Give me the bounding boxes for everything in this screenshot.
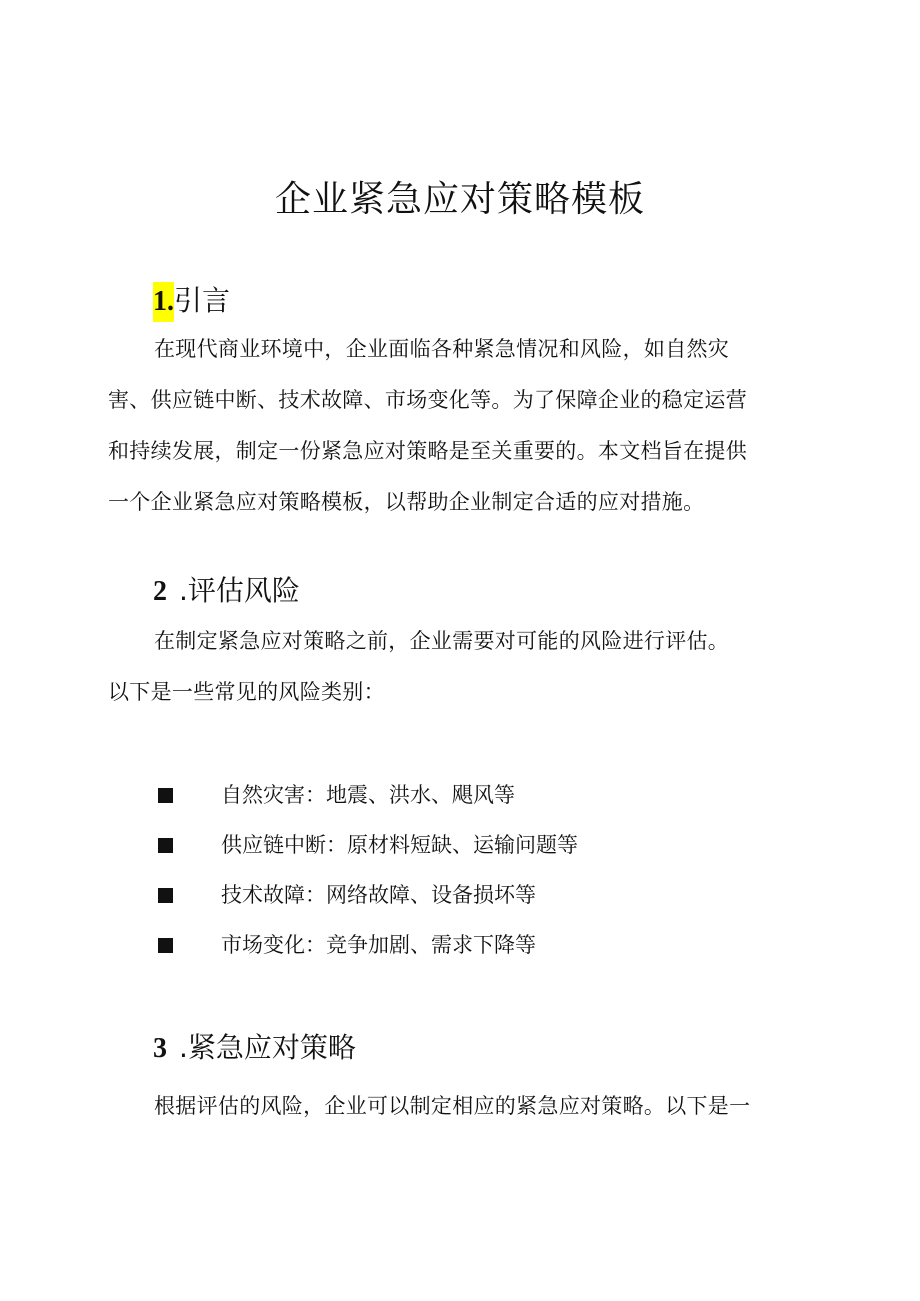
- section-number: 1.: [153, 282, 174, 322]
- list-item-text: 自然灾害：地震、洪水、飓风等: [221, 783, 515, 807]
- paragraph-line: 根据评估的风险，企业可以制定相应的紧急应对策略。以下是一: [154, 1094, 751, 1118]
- list-item-text: 市场变化：竞争加剧、需求下降等: [221, 933, 536, 957]
- section-title: .紧急应对策略: [179, 1031, 356, 1064]
- square-bullet-icon: [158, 938, 173, 953]
- paragraph-line: 以下是一些常见的风险类别：: [108, 680, 385, 704]
- paragraph-line: 害、供应链中断、技术故障、市场变化等。为了保障企业的稳定运营: [108, 388, 747, 412]
- section-number: 2: [153, 576, 167, 607]
- risk-assessment-paragraph: [108, 616, 808, 718]
- introduction-paragraph: [108, 324, 808, 528]
- emergency-strategy-paragraph: [108, 1081, 808, 1132]
- list-item: [156, 920, 578, 970]
- paragraph-line: 一个企业紧急应对策略模板，以帮助企业制定合适的应对措施。: [108, 490, 705, 514]
- section-title: 引言: [174, 284, 231, 317]
- list-item: [156, 820, 578, 870]
- section-title: .评估风险: [179, 574, 300, 607]
- risk-category-list: [156, 770, 578, 970]
- section-heading-introduction: [153, 282, 230, 322]
- section-number: 3: [153, 1033, 167, 1064]
- list-item: [156, 870, 578, 920]
- section-heading-risk-assessment: [153, 573, 300, 610]
- square-bullet-icon: [158, 788, 173, 803]
- list-item-text: 供应链中断：原材料短缺、运输问题等: [221, 833, 578, 857]
- document-title: 企业紧急应对策略模板: [274, 179, 645, 220]
- paragraph-line: 在制定紧急应对策略之前，企业需要对可能的风险进行评估。: [154, 629, 730, 653]
- square-bullet-icon: [158, 888, 173, 903]
- square-bullet-icon: [158, 838, 173, 853]
- section-heading-emergency-strategy: [153, 1030, 356, 1067]
- list-item: [156, 770, 578, 820]
- paragraph-line: 在现代商业环境中，企业面临各种紧急情况和风险，如自然灾: [154, 337, 730, 361]
- paragraph-line: 和持续发展，制定一份紧急应对策略是至关重要的。本文档旨在提供: [108, 439, 747, 463]
- list-item-text: 技术故障：网络故障、设备损坏等: [221, 883, 536, 907]
